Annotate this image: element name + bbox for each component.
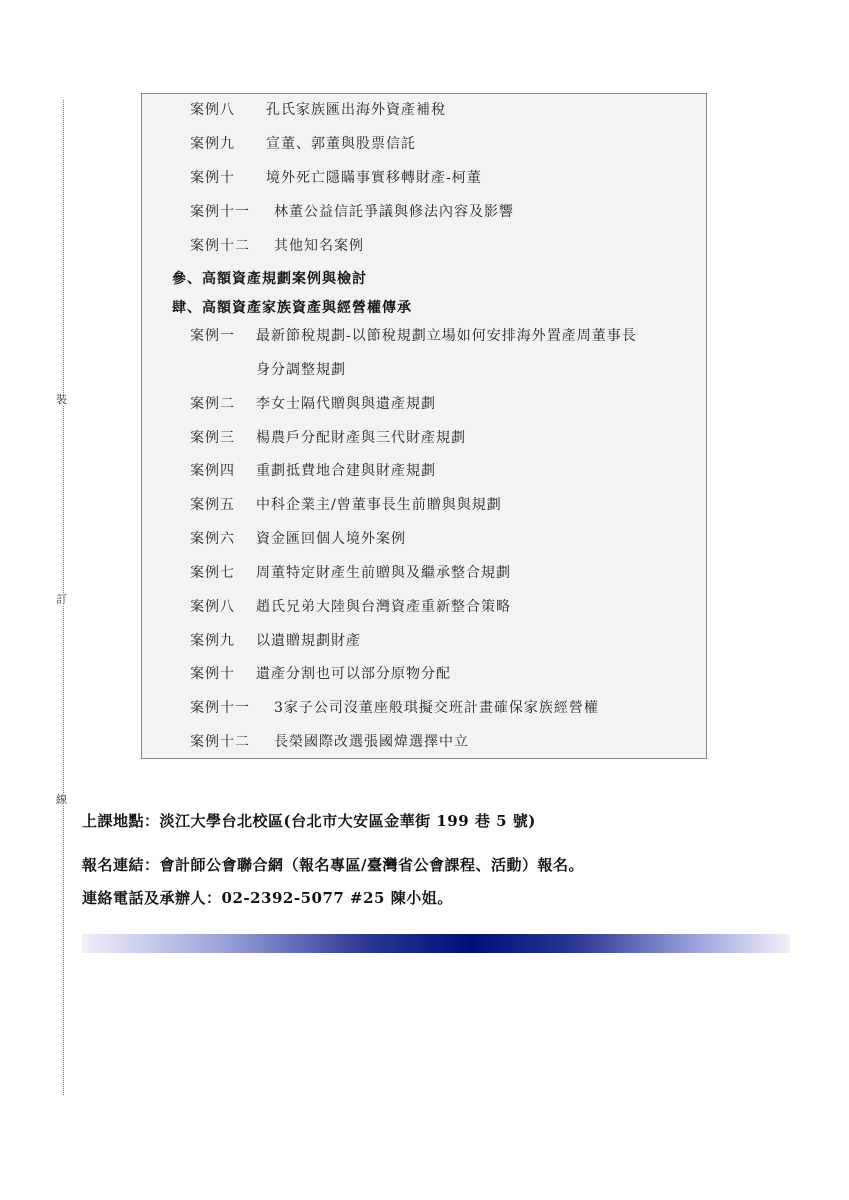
outline-item	[190, 699, 599, 717]
case-label: 案例十一	[190, 700, 250, 716]
case-title: 林董公益信託爭議與修法內容及影響	[274, 204, 514, 220]
case-title: 宣董、郭董與股票信託	[266, 136, 416, 152]
course-outline-box	[141, 93, 707, 759]
registration-info: 報名連結：會計師公會聯合網（報名專區/臺灣省公會課程、活動）報名。	[82, 856, 584, 874]
case-title: 李女士隔代贈與與遺產規劃	[256, 396, 436, 412]
outline-item	[190, 327, 637, 345]
outline-item	[190, 632, 361, 650]
outline-item	[190, 598, 511, 616]
outline-item	[190, 429, 466, 447]
section-heading-4: 肆、高額資產家族資產與經營權傳承	[172, 300, 412, 316]
section-heading-3: 參、高額資產規劃案例與檢討	[172, 271, 367, 287]
outline-item-continuation: 身分調整規劃	[256, 362, 346, 378]
case-label: 案例九	[190, 136, 235, 152]
case-label: 案例二	[190, 396, 235, 412]
case-title: 重劃抵費地合建與財產規劃	[256, 463, 436, 479]
outline-item	[190, 237, 364, 255]
binding-mark-zhuang: 裝	[56, 393, 67, 406]
case-title: 以遺贈規劃財產	[256, 633, 361, 649]
case-title: 資金匯回個人境外案例	[256, 531, 406, 547]
case-title: 境外死亡隱瞞事實移轉財產-柯董	[266, 170, 482, 186]
case-title: 其他知名案例	[274, 238, 364, 254]
decorative-gradient-bar	[82, 934, 790, 953]
binding-mark-ding: 訂	[56, 593, 67, 606]
outline-item	[190, 733, 469, 751]
case-label: 案例十二	[190, 734, 250, 750]
case-label: 案例五	[190, 497, 235, 513]
case-title: 3家子公司沒董座般琪擬交班計畫確保家族經營權	[274, 700, 599, 716]
outline-item	[190, 530, 406, 548]
case-title: 周董特定財產生前贈與及繼承整合規劃	[256, 565, 511, 581]
outline-item	[190, 665, 451, 683]
course-location: 上課地點：淡江大學台北校區(台北市大安區金華街 199 巷 5 號)	[82, 812, 536, 830]
case-label: 案例七	[190, 565, 235, 581]
outline-item	[190, 135, 416, 153]
case-title: 遺產分割也可以部分原物分配	[256, 666, 451, 682]
case-label: 案例十	[190, 666, 235, 682]
outline-item	[190, 101, 446, 119]
outline-item	[190, 462, 436, 480]
outline-item	[190, 395, 436, 413]
case-label: 案例四	[190, 463, 235, 479]
outline-item	[190, 564, 511, 582]
case-label: 案例十二	[190, 238, 250, 254]
contact-info: 連絡電話及承辦人：02-2392-5077 #25 陳小姐。	[82, 889, 453, 907]
outline-item	[190, 496, 502, 514]
case-label: 案例六	[190, 531, 235, 547]
outline-item	[190, 169, 482, 187]
case-title: 趙氏兄弟大陸與台灣資產重新整合策略	[256, 599, 511, 615]
binding-mark-xian: 線	[56, 793, 67, 806]
case-label: 案例八	[190, 102, 235, 118]
case-title: 最新節稅規劃-以節稅規劃立場如何安排海外置產周董事長	[256, 328, 637, 344]
case-label: 案例一	[190, 328, 235, 344]
case-label: 案例九	[190, 633, 235, 649]
case-label: 案例十一	[190, 204, 250, 220]
case-title: 長榮國際改選張國煒選擇中立	[274, 734, 469, 750]
outline-item	[190, 203, 514, 221]
case-label: 案例三	[190, 430, 235, 446]
case-label: 案例八	[190, 599, 235, 615]
case-label: 案例十	[190, 170, 235, 186]
case-title: 中科企業主/曾董事長生前贈與與規劃	[256, 497, 502, 513]
case-title: 楊農戶分配財產與三代財產規劃	[256, 430, 466, 446]
case-title: 孔氏家族匯出海外資產補稅	[266, 102, 446, 118]
